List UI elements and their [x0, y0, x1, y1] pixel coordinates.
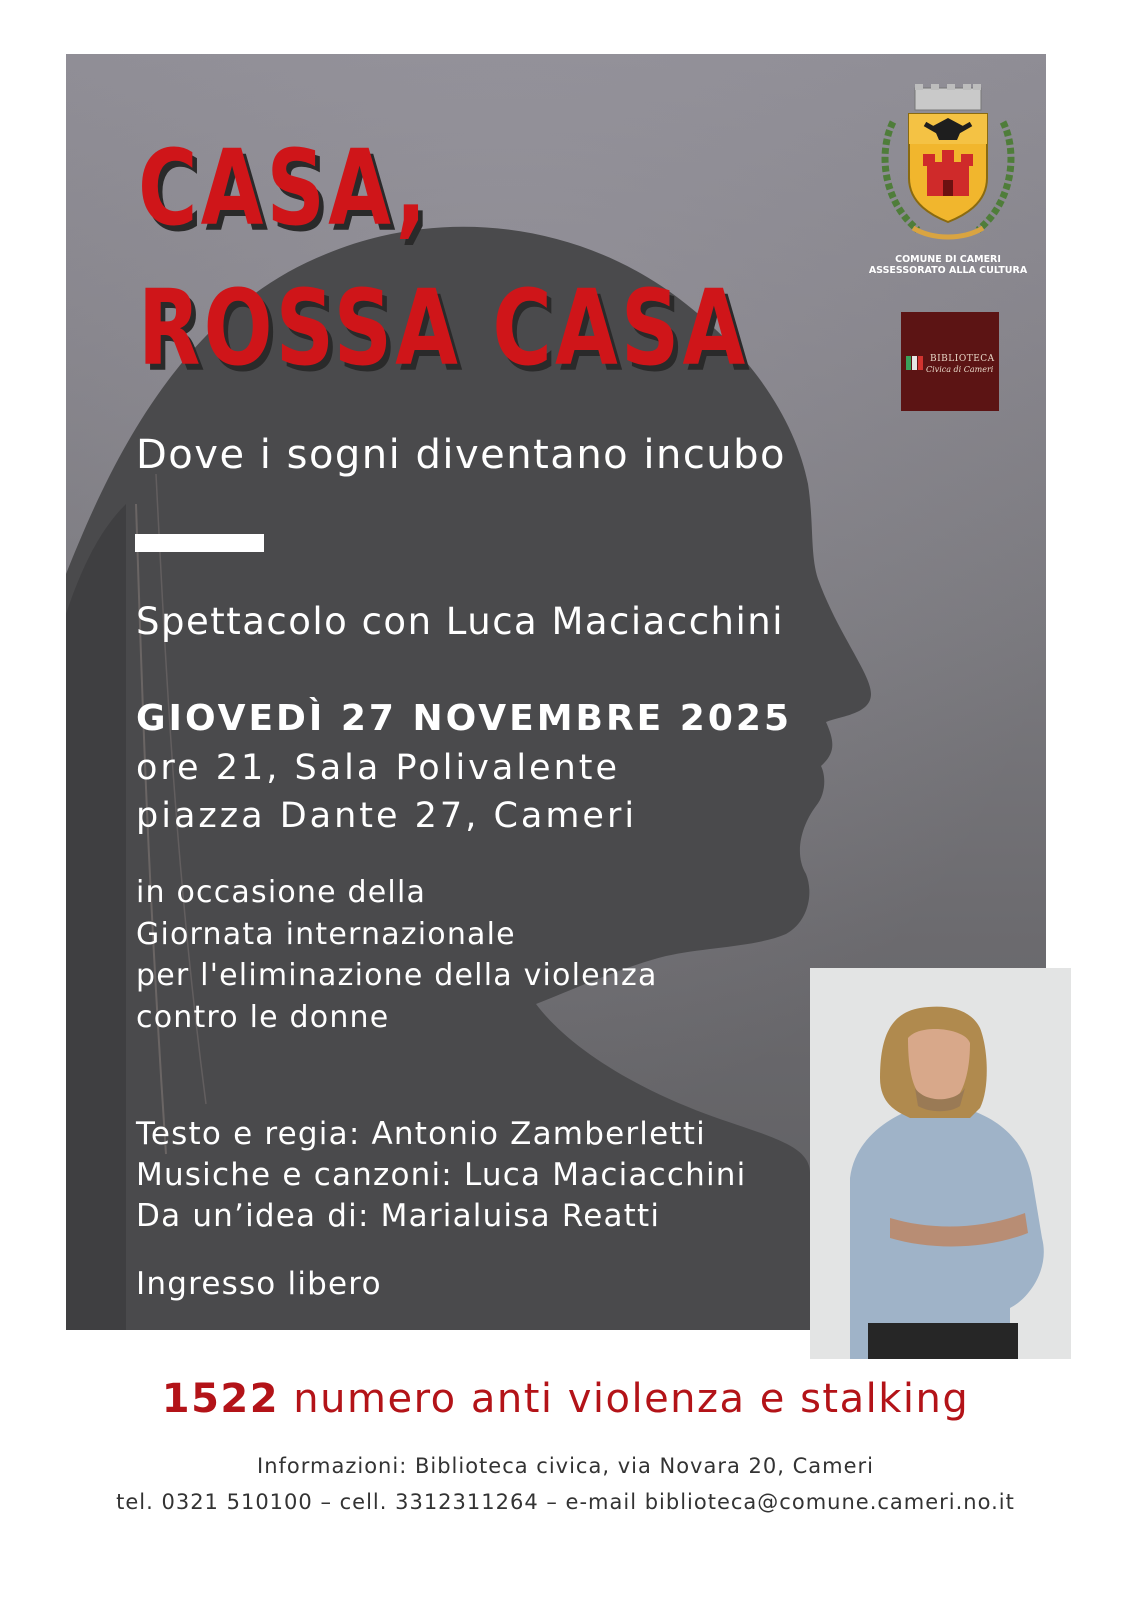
title-line-2: ROSSA CASA	[138, 267, 749, 389]
occasion-line: contro le donne	[136, 999, 390, 1035]
library-logo	[901, 312, 999, 411]
books-icon	[906, 356, 924, 370]
credit-line: Testo e regia: Antonio Zamberletti	[136, 1116, 706, 1152]
hotline-number: 1522	[161, 1376, 280, 1422]
library-name: BIBLIOTECA	[930, 354, 995, 364]
municipal-coat-of-arms-icon	[873, 82, 1023, 242]
event-time-venue: ore 21, Sala Polivalente	[136, 748, 621, 788]
entry-info: Ingresso libero	[136, 1266, 382, 1302]
subtitle: Dove i sogni diventano incubo	[136, 432, 787, 478]
divider-bar	[135, 534, 264, 552]
occasion-text	[136, 872, 658, 1038]
performer-line: Spettacolo con Luca Maciacchini	[136, 600, 785, 643]
performer-photo	[810, 968, 1071, 1359]
hotline	[0, 1376, 1131, 1422]
occasion-line: in occasione della	[136, 875, 427, 910]
hotline-text: numero anti violenza e stalking	[293, 1376, 970, 1422]
event-date: GIOVEDÌ 27 NOVEMBRE 2025	[136, 698, 792, 739]
occasion-line: per l'eliminazione della violenza	[136, 958, 658, 993]
crest-caption-line: ASSESSORATO ALLA CULTURA	[868, 265, 1028, 276]
crest-caption	[860, 254, 1036, 276]
credits	[136, 1114, 746, 1237]
info-line-1: Informazioni: Biblioteca civica, via Novara 20, Cameri	[257, 1454, 874, 1478]
library-subtitle: Civica di Cameri	[926, 365, 994, 374]
event-address: piazza Dante 27, Cameri	[136, 796, 638, 836]
info-line-2: tel. 0321 510100 – cell. 3312311264 – e-mail biblioteca@comune.cameri.no.it	[116, 1490, 1015, 1514]
occasion-line: Giornata internazionale	[136, 916, 516, 952]
title-line-1: CASA,	[138, 127, 430, 249]
credit-line: Musiche e canzoni: Luca Maciacchini	[136, 1157, 747, 1193]
credit-line: Da un’idea di: Marialuisa Reatti	[136, 1198, 661, 1234]
crest-caption-line: COMUNE DI CAMERI	[895, 254, 1001, 265]
